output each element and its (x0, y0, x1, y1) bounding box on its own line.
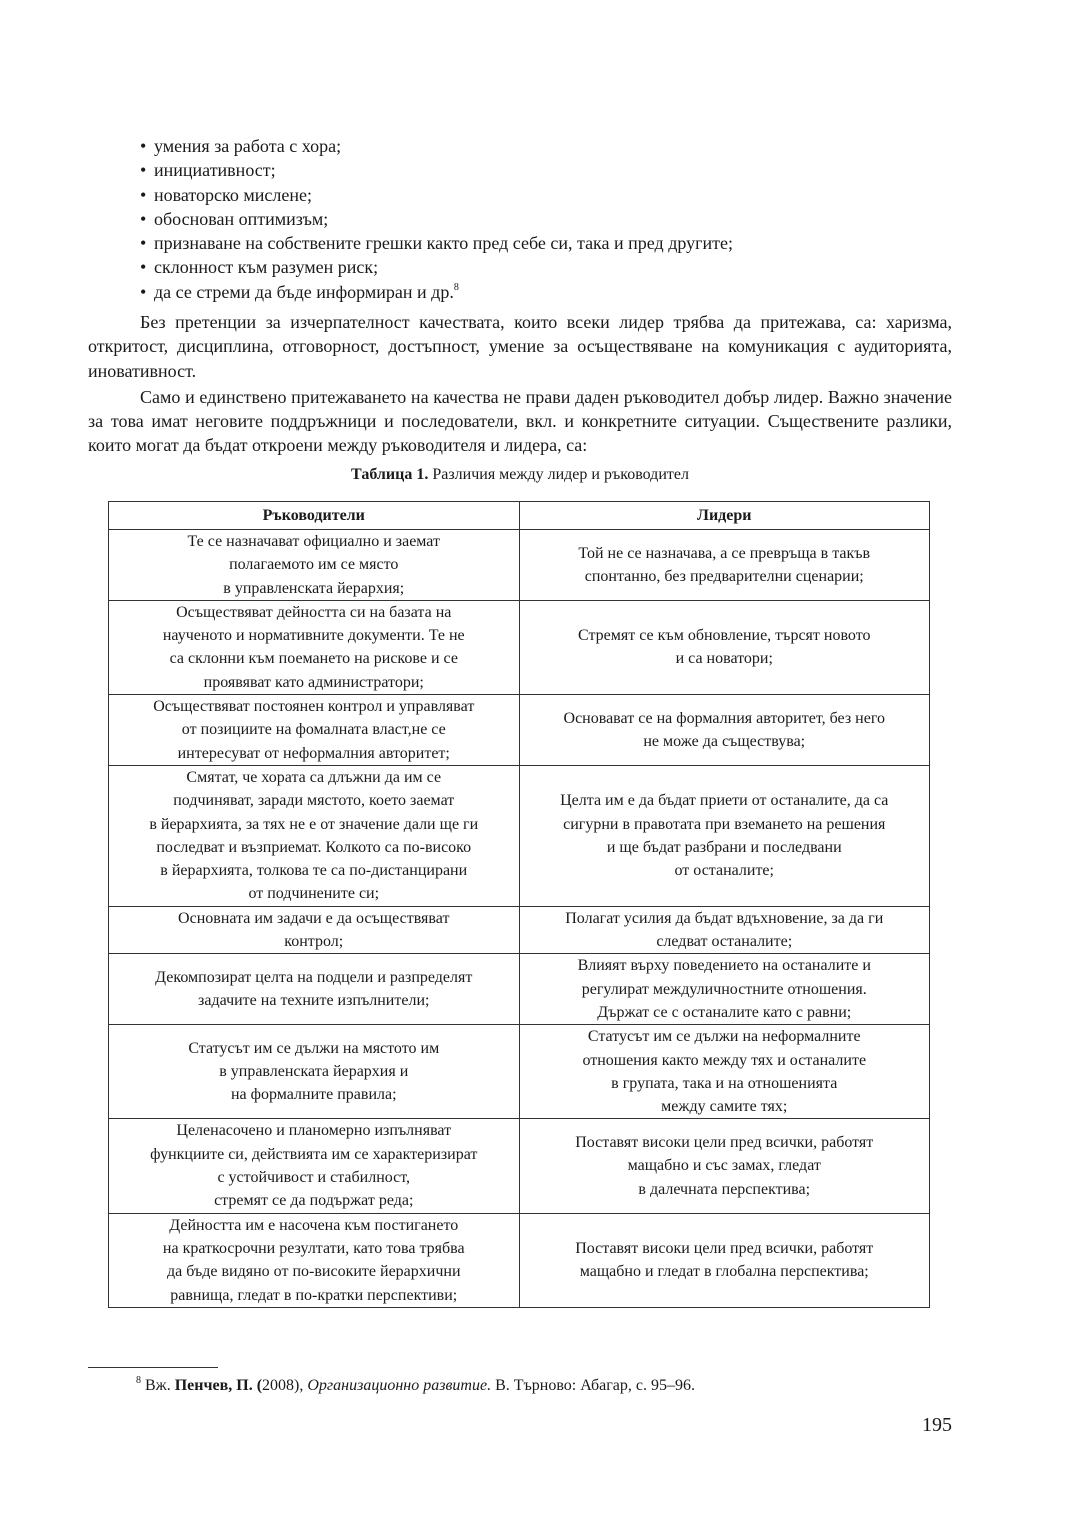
header-managers: Ръководители (109, 502, 520, 530)
list-item-text: новаторско мислене; (154, 184, 312, 205)
cell-managers: Осъществяват постоянен контрол и управляват от позициите на фомалната власт,не се интересуват от неформалния авторитет; (109, 695, 520, 766)
list-item-text: умения за работа с хора; (154, 136, 342, 156)
footnote (136, 1374, 695, 1395)
cell-managers: Декомпозират целта на подцели и разпределят задачите на техните изпълнители; (109, 954, 520, 1025)
list-item (140, 134, 733, 158)
cell-managers: Дейността им е насочена към постигането на краткосрочни резултати, като това трябва да бъде видяно от по-високите йерархични равнища, гледат в по-кратки перспективи; (109, 1213, 520, 1307)
footnote-separator (88, 1367, 218, 1368)
cell-leaders: Влияят върху поведението на останалите и регулират междуличностните отношения. Държат се с останалите като с равни; (519, 954, 930, 1025)
list-item-text: обоснован оптимизъм; (154, 208, 329, 229)
cell-managers: Основната им задачи е да осъществяват контрол; (109, 906, 520, 954)
table-row (109, 695, 930, 766)
bullet-marker: • (140, 257, 147, 278)
list-item (140, 183, 733, 207)
cell-leaders: Целта им е да бъдат приети от останалите, да са сигурни в правотата при вземането на решения и ще бъдат разбрани и последвани от останалите; (519, 765, 930, 906)
list-item-text: да се стреми да бъде информиран и др. (154, 281, 454, 302)
cell-managers: Целенасочено и планомерно изпълняват функциите си, действията им се характеризират с устойчивост и стабилност, стремят се да подържат реда; (109, 1119, 520, 1213)
cell-leaders: Полагат усилия да бъдат вдъхновение, за да ги следват останалите; (519, 906, 930, 954)
list-item (140, 255, 733, 279)
cell-managers: Статусът им се дължи на мястото им в управленската йерархия и на формалните правила; (109, 1025, 520, 1119)
table-row (109, 1119, 930, 1213)
list-item (140, 207, 733, 231)
list-item-text: инициативност; (154, 160, 276, 181)
table-row (109, 765, 930, 906)
table-caption-label: Таблица 1. (351, 466, 429, 483)
cell-leaders: Поставят високи цели пред всички, работят мащабно и гледат в глобална перспектива; (519, 1213, 930, 1307)
list-item-text: склонност към разумен риск; (154, 257, 379, 278)
bullet-marker: • (140, 160, 147, 181)
bullet-marker: • (140, 208, 147, 229)
cell-leaders: Той не се назначава, а се превръща в такъв спонтанно, без предварителни сценарии; (519, 530, 930, 601)
list-item (140, 280, 733, 304)
table-row (109, 954, 930, 1025)
table-caption-text: Различия между лидер и ръководител (432, 466, 689, 483)
body-text (88, 310, 952, 458)
header-leaders: Лидери (519, 502, 930, 530)
footnote-rest: В. Търново: Абагар, с. 95–96. (491, 1377, 695, 1394)
footnote-title: Организационно развитие. (307, 1377, 492, 1394)
table-row (109, 530, 930, 601)
page-number: 195 (922, 1414, 952, 1436)
bullet-marker: • (140, 184, 147, 205)
cell-managers: Смятат, че хората са длъжни да им се подчиняват, заради мястото, което заемат в йерархията, за тях не е от значение дали ще ги последват и възприемат. Колкото са по-високо в йерархията, толкова те са по-дистанцирани от подчинените си; (109, 765, 520, 906)
footnote-year: 2008), (262, 1377, 308, 1394)
footnote-number: 8 (136, 1374, 141, 1386)
cell-managers: Те се назначават официално и заемат полагаемото им се място в управленската йерархия; (109, 530, 520, 601)
list-item (140, 231, 733, 255)
comparison-table (108, 501, 930, 1308)
bullet-marker: • (140, 136, 147, 156)
footnote-author: Пенчев, П. ( (174, 1377, 263, 1394)
table-row (109, 1213, 930, 1307)
list-item-text: признаване на собствените грешки както пред себе си, така и пред другите; (154, 233, 733, 254)
table-row (109, 906, 930, 954)
cell-leaders: Стремят се към обновление, търсят новото и са новатори; (519, 600, 930, 694)
footnote-ref: 8 (453, 281, 459, 293)
qualities-list (140, 134, 733, 304)
cell-leaders: Статусът им се дължи на неформалните отношения както между тях и останалите в групата, така и на отношенията между самите тях; (519, 1025, 930, 1119)
table-row (109, 1025, 930, 1119)
cell-leaders: Поставят високи цели пред всички, работят мащабно и със замах, гледат в далечната перспектива; (519, 1119, 930, 1213)
table-row (109, 600, 930, 694)
list-item (140, 158, 733, 182)
bullet-marker: • (140, 233, 147, 254)
paragraph: Само и единствено притежаването на качества не прави даден ръководител добър лидер. Важно значение за това имат неговите поддръжници и последователи, вкл. и конкретните ситуации. Съществените разлики, които могат да бъдат откроени между ръководителя и лидера, са: (88, 386, 952, 456)
cell-managers: Осъществяват дейността си на базата на наученото и нормативните документи. Те не са склонни към поемането на рискове и се проявяват като администратори; (109, 600, 520, 694)
table-caption (88, 466, 952, 484)
paragraph: Без претенции за изчерпателност качествата, които всеки лидер трябва да притежава, са: харизма, откритост, дисциплина, отговорност, достъпност, умение за осъществяване на комуникация с аудиторията, иновативност. (88, 312, 952, 381)
table-header-row (109, 502, 930, 530)
footnote-prefix: Вж. (145, 1377, 175, 1394)
cell-leaders: Основават се на формалния авторитет, без него не може да съществува; (519, 695, 930, 766)
bullet-marker: • (140, 281, 147, 302)
